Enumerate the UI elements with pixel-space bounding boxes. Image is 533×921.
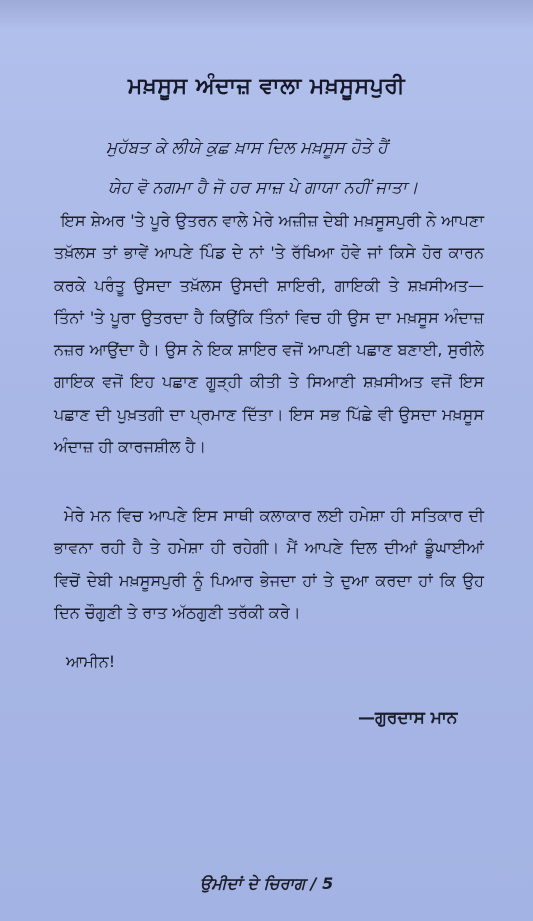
couplet-line-2: ਯੇਹ ਵੋ ਨਗਮਾ ਹੈ ਜੋ ਹਰ ਸਾਜ਼ ਪੇ ਗਾਯਾ ਨਹੀਂ ਜਾਤਾ। (108, 178, 419, 198)
paragraph-2: ਮੇਰੇ ਮਨ ਵਿਚ ਆਪਣੇ ਇਸ ਸਾਥੀ ਕਲਾਕਾਰ ਲਈ ਹਮੇਸ਼ਾ ਹੀ ਸਤਿਕਾਰ ਦੀ ਭਾਵਨਾ ਰਹੀ ਹੈ ਤੇ ਹਮੇਸ਼ਾ ਹੀ ਰਹੇਗੀ। ਮੈਂ ਆਪਣੇ ਦਿਲ ਦੀਆਂ ਡੂੰਘਾਈਆਂ ਵਿਚੋਂ ਦੇਬੀ ਮਖ਼ਸੂਸਪੁਰੀ ਨੂੰ ਪਿਆਰ ਭੇਜਦਾ ਹਾਂ ਤੇ ਦੁਆ ਕਰਦਾ ਹਾਂ ਕਿ ਉਹ ਦਿਨ ਚੌਗੁਣੀ ਤੇ ਰਾਤ ਅੱਠਗੁਣੀ ਤਰੱਕੀ ਕਰੇ। (54, 506, 484, 622)
page-footer-running-title: ਉਮੀਦਾਂ ਦੇ ਚਿਰਾਗ / 5 (199, 874, 334, 893)
paragraph-1: ਇਸ ਸ਼ੇਅਰ 'ਤੇ ਪੂਰੇ ਉਤਰਨ ਵਾਲੇ ਮੇਰੇ ਅਜ਼ੀਜ਼ ਦੇਬੀ ਮਖ਼ਸੂਸਪੁਰੀ ਨੇ ਆਪਣਾ ਤਖ਼ੱਲਸ ਤਾਂ ਭਾਵੇਂ ਆਪਣੇ ਪਿੰਡ ਦੇ ਨਾਂ 'ਤੇ ਰੱਖਿਆ ਹੋਵੇ ਜਾਂ ਕਿਸੇ ਹੋਰ ਕਾਰਨ ਕਰਕੇ ਪਰੰਤੂ ਉਸਦਾ ਤਖ਼ੱਲਸ ਉਸਦੀ ਸ਼ਾਇਰੀ, ਗਾਇਕੀ ਤੇ ਸ਼ਖ਼ਸੀਅਤ—ਤਿੰਨਾਂ 'ਤੇ ਪੂਰਾ ਉਤਰਦਾ ਹੈ ਕਿਉਂਕਿ ਤਿੰਨਾਂ ਵਿਚ ਹੀ ਉਸ ਦਾ ਮਖ਼ਸੂਸ ਅੰਦਾਜ਼ ਨਜ਼ਰ ਆਉਂਦਾ ਹੈ। ਉਸ ਨੇ ਇਕ ਸ਼ਾਇਰ ਵਜੋਂ ਆਪਣੀ ਪਛਾਣ ਬਣਾਈ, ਸੁਰੀਲੇ ਗਾਇਕ ਵਜੋਂ ਇਹ ਪਛਾਣ ਗੂੜ੍ਹੀ ਕੀਤੀ ਤੇ ਸਿਆਣੀ ਸ਼ਖ਼ਸੀਅਤ ਵਜੋਂ ਇਸ ਪਛਾਣ ਦੀ ਪੁਖ਼ਤਗੀ ਦਾ ਪ੍ਰਮਾਣ ਦਿੱਤਾ। ਇਸ ਸਭ ਪਿੱਛੇ ਵੀ ਉਸਦਾ ਮਖ਼ਸੂਸ ਅੰਦਾਜ਼ ਹੀ ਕਾਰਜਸ਼ੀਲ ਹੈ। (54, 211, 484, 457)
couplet-line-1: ਮੁਹੱਬਤ ਕੇ ਲੀਯੇ ਕੁਛ ਖ਼ਾਸ ਦਿਲ ਮਖ਼ਸੂਸ ਹੋਤੇ ਹੈਂ (106, 138, 388, 158)
page-top-shadow (0, 0, 533, 30)
closing-amen: ਆਮੀਨ! (66, 652, 116, 671)
article-title: ਮਖ਼ਸੂਸ ਅੰਦਾਜ਼ ਵਾਲਾ ਮਖ਼ਸੂਸਪੁਰੀ (127, 74, 406, 99)
author-signature: —ਗੁਰਦਾਸ ਮਾਨ (358, 708, 458, 728)
